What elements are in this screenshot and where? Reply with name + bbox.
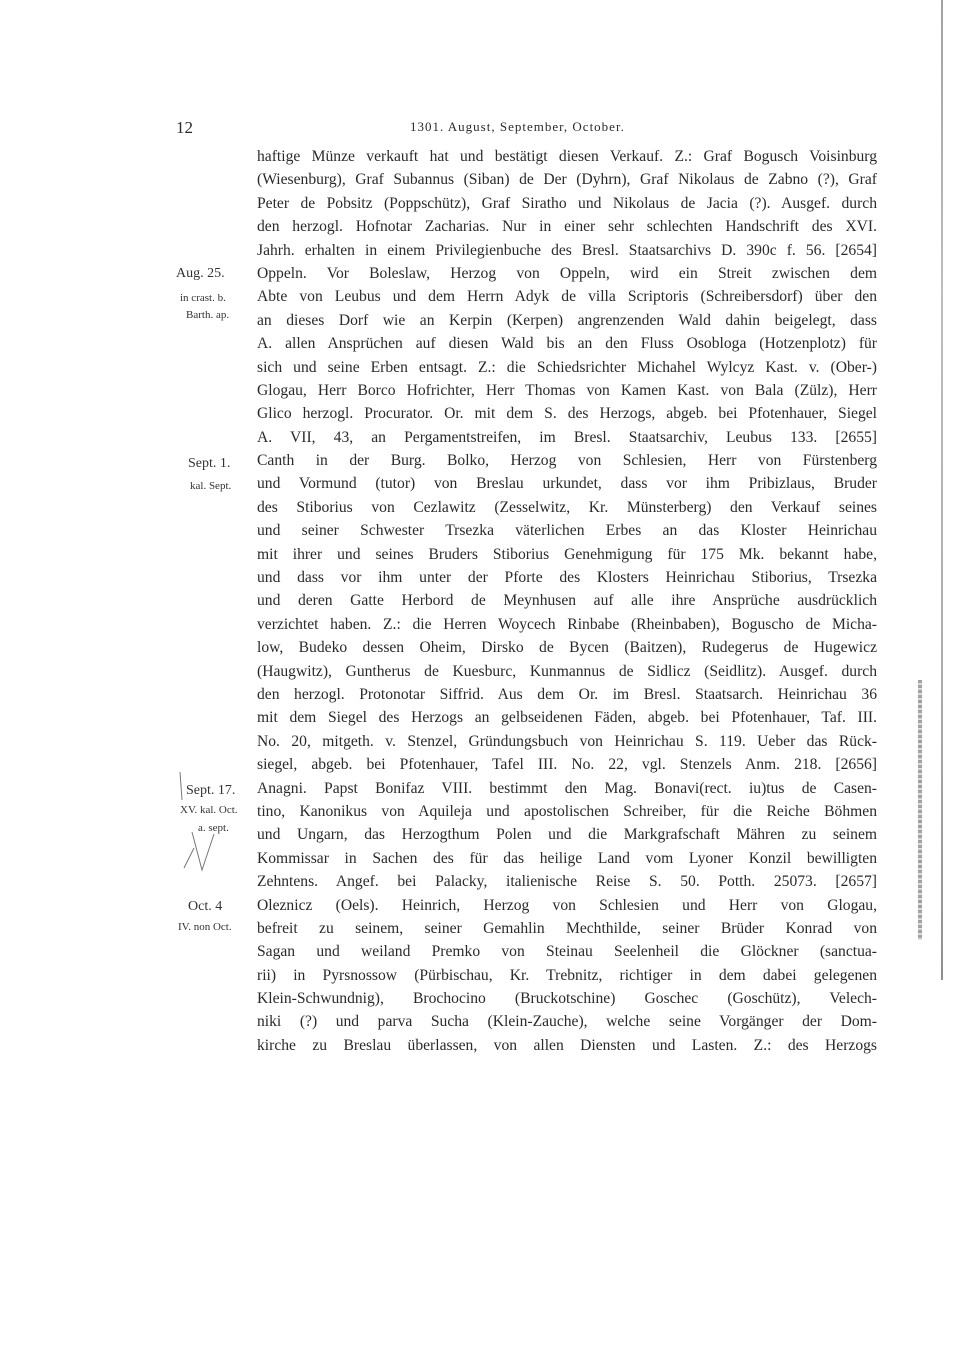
- scan-edge-shadow: [941, 0, 943, 980]
- margin-date: Oct. 4: [188, 899, 223, 914]
- text-line: mit ihrer und seines Bruders Stiborius Genehmigung für 175 Mk. bekannt habe,: [257, 545, 877, 563]
- margin-subdate: in crast. b.: [180, 292, 226, 304]
- text-line: Canth in der Burg. Bolko, Herzog von Schlesien, Herr von Fürstenberg: [257, 452, 877, 470]
- text-line: und Ungarn, das Herzogthum Polen und die Markgrafschaft Mähren zu seinem: [257, 826, 877, 844]
- text-line: und deren Gatte Herbord de Meynhusen auf alle ihre Ansprüche ausdrücklich: [257, 592, 877, 610]
- text-line: mit dem Siegel des Herzogs an gelbseidenen Fäden, abgeb. bei Pfotenhauer, Taf. III.: [257, 709, 877, 727]
- text-line: kirche zu Breslau überlassen, von allen Diensten und Lasten. Z.: des Herzogs: [257, 1036, 877, 1054]
- text-line: Jahrh. erhalten in einem Privilegienbuche des Bresl. Staatsarchivs D. 390c f. 56. [2654]: [257, 241, 877, 259]
- text-line: verzichtet haben. Z.: die Herren Woycech Rinbabe (Rheinbaben), Boguscho de Micha-: [257, 615, 877, 633]
- running-head: 1301. August, September, October.: [410, 119, 625, 134]
- margin-date: Aug. 25.: [176, 266, 225, 281]
- text-line: (Wiesenburg), Graf Subannus (Siban) de Der (Dyhrn), Graf Nikolaus de Zabno (?), Graf: [257, 171, 877, 189]
- text-line: Peter de Pobsitz (Poppschütz), Graf Siratho und Nikolaus de Jacia (?). Ausgef. durch: [257, 194, 877, 212]
- text-line: des Stiborius von Cezlawitz (Zesselwitz, Kr. Münsterberg) den Verkauf seines: [257, 498, 877, 516]
- text-line: A. allen Ansprüchen auf diesen Wald bis an den Fluss Osobloga (Hotzenplotz) für: [257, 335, 877, 353]
- text-line: und Vormund (tutor) von Breslau urkundet, dass vor ihm Pribizlaus, Bruder: [257, 475, 877, 493]
- text-line: und seiner Schwester Trsezka väterlichen Erbes an das Kloster Heinrichau: [257, 522, 877, 540]
- text-line: Anagni. Papst Bonifaz VIII. bestimmt den Mag. Bonavi(rect. iu)tus de Casen-: [257, 779, 877, 797]
- text-line: No. 20, mitgeth. v. Stenzel, Gründungsbuch von Heinrichau S. 119. Ueber das Rück-: [257, 732, 877, 750]
- text-line: niki (?) und parva Sucha (Klein-Zauche), welche seine Vorgänger der Dom-: [257, 1013, 877, 1031]
- page-number: 12: [176, 118, 193, 137]
- text-line: an dieses Dorf wie an Kerpin (Kerpen) angrenzenden Wald dahin beigelegt, dass: [257, 311, 877, 329]
- margin-date: Sept. 17.: [186, 783, 236, 798]
- text-line: Abte von Leubus und dem Herrn Adyk de villa Scriptoris (Schreibersdorf) über den: [257, 288, 877, 306]
- margin-subdate: a. sept.: [198, 822, 229, 834]
- text-line: Oppeln. Vor Boleslaw, Herzog von Oppeln, wird ein Streit zwischen dem: [257, 264, 877, 282]
- text-line: den herzogl. Hofnotar Zacharias. Nur in einer sehr schlechten Handschrift des XVI.: [257, 218, 877, 236]
- margin-subdate: XV. kal. Oct.: [180, 804, 238, 816]
- text-line: Sagan und weiland Premko von Steinau Seelenheil die Glöckner (sanctua-: [257, 943, 877, 961]
- text-line: (Haugwitz), Guntherus de Kuesburc, Kunmannus de Sidlicz (Seidlitz). Ausgef. durch: [257, 662, 877, 680]
- margin-subdate: kal. Sept.: [190, 480, 232, 492]
- text-line: Kommissar in Sachen des für das heilige Land vom Lyoner Konzil bewilligten: [257, 849, 877, 867]
- text-line: A. VII, 43, an Pergamentstreifen, im Bresl. Staatsarchiv, Leubus 133. [2655]: [257, 428, 877, 446]
- text-line: rii) in Pyrsnossow (Pürbischau, Kr. Trebnitz, richtiger in dem dabei gelegenen: [257, 966, 877, 984]
- text-line: Glogau, Herr Borco Hofrichter, Herr Thomas von Kamen Kast. von Bala (Zülz), Herr: [257, 381, 877, 399]
- margin-date: Sept. 1.: [188, 456, 231, 471]
- text-line: Zehntens. Angef. bei Palacky, italienische Reise S. 50. Potth. 25073. [2657]: [257, 873, 877, 891]
- main-text: [257, 145, 877, 1057]
- margin-subdate: IV. non Oct.: [178, 921, 232, 933]
- text-line: siegel, abgeb. bei Pfotenhauer, Tafel III. No. 22, vgl. Stenzels Anm. 218. [2656]: [257, 756, 877, 774]
- text-line: sich und seine Erben entsagt. Z.: die Schiedsrichter Michahel Wylcyz Kast. v. (Ober-): [257, 358, 877, 376]
- text-line: befreit zu seinem, seiner Gemahlin Mechthilde, seiner Brüder Konrad von: [257, 919, 877, 937]
- text-line: den herzogl. Protonotar Siffrid. Aus dem Or. im Bresl. Staatsarch. Heinrichau 36: [257, 685, 877, 703]
- text-line: und dass vor ihm unter der Pforte des Klosters Heinrichau Stiborius, Trsezka: [257, 569, 877, 587]
- text-line: tino, Kanonikus von Aquileja und apostolischen Schreiber, für die Reiche Böhmen: [257, 802, 877, 820]
- text-line: Oleznicz (Oels). Heinrich, Herzog von Schlesien und Herr von Glogau,: [257, 896, 877, 914]
- text-line: haftige Münze verkauft hat und bestätigt diesen Verkauf. Z.: Graf Bogusch Voisinburg: [257, 148, 877, 165]
- pencil-annotation-mark: [176, 770, 236, 890]
- margin-subdate: Barth. ap.: [186, 309, 230, 321]
- scan-edge-texture: [918, 680, 922, 940]
- text-line: Klein-Schwundnig), Brochocino (Bruckotschine) Goschec (Goschütz), Velech-: [257, 990, 877, 1008]
- text-line: low, Budeko dessen Oheim, Dirsko de Bycen (Baitzen), Rudegerus de Hugewicz: [257, 639, 877, 657]
- text-line: Glico herzogl. Procurator. Or. mit dem S. des Herzogs, abgeb. bei Pfotenhauer, Siegel: [257, 405, 877, 423]
